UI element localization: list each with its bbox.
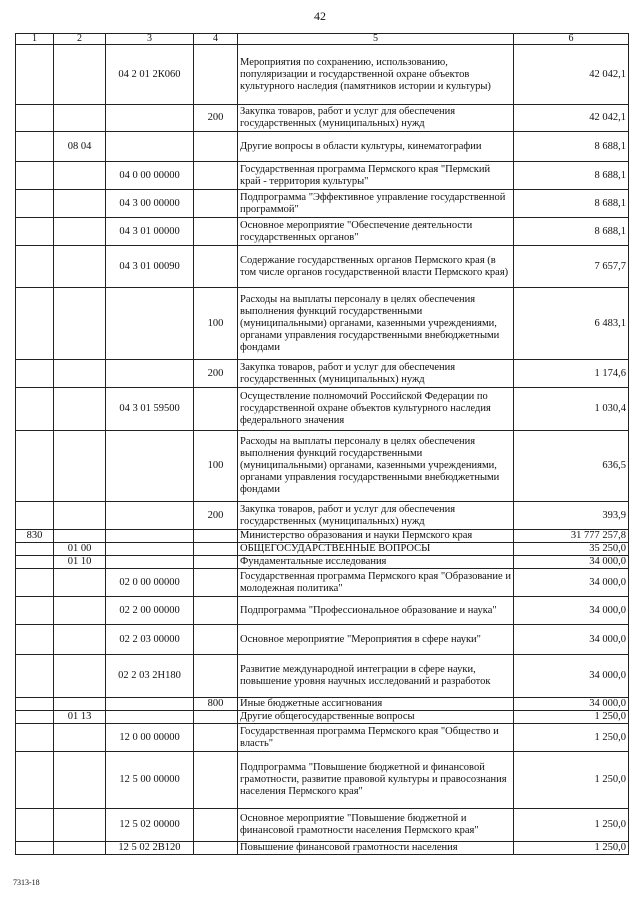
cell-expense-type (194, 190, 238, 218)
cell-expense-type: 100 (194, 431, 238, 502)
cell-ministry-code (16, 288, 54, 360)
cell-description: Иные бюджетные ассигнования (238, 698, 514, 711)
cell-expense-type (194, 569, 238, 597)
table-row (16, 597, 629, 625)
cell-expense-type (194, 45, 238, 105)
table-body (16, 45, 629, 855)
cell-description: Основное мероприятие "Мероприятия в сфере науки" (238, 625, 514, 655)
cell-section-code: 01 13 (54, 711, 106, 724)
cell-ministry-code (16, 625, 54, 655)
cell-amount: 34 000,0 (514, 569, 629, 597)
cell-expense-type: 200 (194, 105, 238, 132)
cell-description: Государственная программа Пермского края "Образование и молодежная политика" (238, 569, 514, 597)
cell-target-article (106, 698, 194, 711)
cell-description: Мероприятия по сохранению, использованию, популяризации и государственной охране объектов культурного наследия (памятников истории и культуры) (238, 45, 514, 105)
cell-amount: 34 000,0 (514, 698, 629, 711)
cell-target-article: 12 5 00 00000 (106, 752, 194, 809)
column-header: 4 (194, 34, 238, 45)
cell-section-code (54, 809, 106, 842)
column-header: 5 (238, 34, 514, 45)
cell-amount: 1 250,0 (514, 711, 629, 724)
cell-target-article (106, 711, 194, 724)
cell-description: Осуществление полномочий Российской Федерации по государственной охране объектов культурного наследия федерального значения (238, 388, 514, 431)
cell-amount: 35 250,0 (514, 543, 629, 556)
cell-target-article: 12 5 02 00000 (106, 809, 194, 842)
cell-target-article: 04 3 01 59500 (106, 388, 194, 431)
cell-expense-type (194, 218, 238, 246)
cell-target-article: 02 2 03 00000 (106, 625, 194, 655)
cell-expense-type (194, 752, 238, 809)
cell-description: Содержание государственных органов Пермского края (в том числе органов государственной власти Пермского края) (238, 246, 514, 288)
cell-amount: 393,9 (514, 502, 629, 530)
cell-expense-type: 100 (194, 288, 238, 360)
cell-amount: 8 688,1 (514, 132, 629, 162)
cell-description: Закупка товаров, работ и услуг для обеспечения государственных (муниципальных) нужд (238, 502, 514, 530)
cell-description: Государственная программа Пермского края "Пермский край - территория культуры" (238, 162, 514, 190)
table-row (16, 105, 629, 132)
cell-target-article: 04 3 01 00000 (106, 218, 194, 246)
cell-target-article (106, 502, 194, 530)
cell-section-code: 01 10 (54, 556, 106, 569)
column-header: 1 (16, 34, 54, 45)
cell-ministry-code (16, 132, 54, 162)
cell-description: Основное мероприятие "Обеспечение деятельности государственных органов" (238, 218, 514, 246)
cell-expense-type (194, 655, 238, 698)
cell-section-code (54, 388, 106, 431)
cell-ministry-code (16, 190, 54, 218)
cell-section-code (54, 246, 106, 288)
cell-ministry-code (16, 543, 54, 556)
table-row (16, 431, 629, 502)
cell-ministry-code (16, 809, 54, 842)
cell-amount: 6 483,1 (514, 288, 629, 360)
cell-ministry-code (16, 246, 54, 288)
cell-amount: 8 688,1 (514, 190, 629, 218)
cell-section-code (54, 162, 106, 190)
cell-amount: 34 000,0 (514, 556, 629, 569)
cell-ministry-code (16, 388, 54, 431)
cell-section-code (54, 105, 106, 132)
cell-description: Подпрограмма "Профессиональное образование и наука" (238, 597, 514, 625)
table-row (16, 45, 629, 105)
cell-ministry-code (16, 431, 54, 502)
table-row (16, 752, 629, 809)
cell-ministry-code (16, 842, 54, 855)
table-row (16, 502, 629, 530)
cell-expense-type (194, 162, 238, 190)
table-header-row (16, 34, 629, 45)
cell-amount: 636,5 (514, 431, 629, 502)
cell-amount: 1 250,0 (514, 842, 629, 855)
cell-expense-type (194, 842, 238, 855)
column-header: 3 (106, 34, 194, 45)
cell-description: Основное мероприятие "Повышение бюджетной и финансовой грамотности населения Пермского края" (238, 809, 514, 842)
cell-section-code (54, 190, 106, 218)
table-row (16, 711, 629, 724)
page-number: 42 (314, 9, 326, 23)
table-row (16, 809, 629, 842)
table-row (16, 655, 629, 698)
cell-ministry-code (16, 711, 54, 724)
cell-target-article (106, 530, 194, 543)
cell-expense-type (194, 724, 238, 752)
cell-section-code (54, 218, 106, 246)
cell-description: Закупка товаров, работ и услуг для обеспечения государственных (муниципальных) нужд (238, 360, 514, 388)
cell-expense-type: 800 (194, 698, 238, 711)
cell-section-code (54, 698, 106, 711)
cell-target-article: 04 2 01 2К060 (106, 45, 194, 105)
cell-ministry-code (16, 360, 54, 388)
cell-ministry-code (16, 724, 54, 752)
cell-ministry-code: 830 (16, 530, 54, 543)
cell-section-code (54, 288, 106, 360)
cell-ministry-code (16, 105, 54, 132)
table-row (16, 388, 629, 431)
table-row (16, 246, 629, 288)
cell-description: Расходы на выплаты персоналу в целях обеспечения выполнения функций государственными (муниципальными) органами, казенными учреждениями, органами управления государственными внебюджетными фондами (238, 288, 514, 360)
cell-section-code (54, 45, 106, 105)
cell-ministry-code (16, 218, 54, 246)
cell-target-article (106, 105, 194, 132)
cell-section-code (54, 431, 106, 502)
cell-description: Государственная программа Пермского края "Общество и власть" (238, 724, 514, 752)
cell-ministry-code (16, 655, 54, 698)
cell-amount: 1 250,0 (514, 724, 629, 752)
cell-description: Фундаментальные исследования (238, 556, 514, 569)
cell-section-code (54, 655, 106, 698)
column-header: 6 (514, 34, 629, 45)
cell-expense-type (194, 530, 238, 543)
table-row (16, 569, 629, 597)
cell-expense-type (194, 543, 238, 556)
cell-section-code (54, 530, 106, 543)
cell-ministry-code (16, 569, 54, 597)
cell-amount: 34 000,0 (514, 597, 629, 625)
cell-expense-type: 200 (194, 502, 238, 530)
cell-amount: 34 000,0 (514, 655, 629, 698)
cell-target-article (106, 288, 194, 360)
cell-target-article: 12 5 02 2В120 (106, 842, 194, 855)
cell-expense-type: 200 (194, 360, 238, 388)
cell-target-article (106, 556, 194, 569)
table-row (16, 530, 629, 543)
cell-expense-type (194, 132, 238, 162)
table-row (16, 360, 629, 388)
cell-amount: 42 042,1 (514, 105, 629, 132)
cell-target-article: 02 2 03 2Н180 (106, 655, 194, 698)
cell-section-code (54, 724, 106, 752)
cell-ministry-code (16, 502, 54, 530)
table-row (16, 190, 629, 218)
cell-section-code (54, 752, 106, 809)
cell-expense-type (194, 597, 238, 625)
cell-amount: 7 657,7 (514, 246, 629, 288)
cell-section-code: 08 04 (54, 132, 106, 162)
cell-amount: 42 042,1 (514, 45, 629, 105)
cell-description: Развитие международной интеграции в сфере науки, повышение уровня научных исследований и разработок (238, 655, 514, 698)
table-row (16, 543, 629, 556)
cell-target-article: 02 0 00 00000 (106, 569, 194, 597)
cell-description: Другие вопросы в области культуры, кинематографии (238, 132, 514, 162)
cell-expense-type (194, 809, 238, 842)
column-header: 2 (54, 34, 106, 45)
cell-target-article (106, 543, 194, 556)
cell-ministry-code (16, 45, 54, 105)
cell-target-article: 04 3 00 00000 (106, 190, 194, 218)
cell-ministry-code (16, 556, 54, 569)
cell-description: Другие общегосударственные вопросы (238, 711, 514, 724)
table-row (16, 698, 629, 711)
cell-target-article: 04 0 00 00000 (106, 162, 194, 190)
cell-expense-type (194, 711, 238, 724)
cell-amount: 1 030,4 (514, 388, 629, 431)
cell-target-article: 12 0 00 00000 (106, 724, 194, 752)
cell-amount: 1 174,6 (514, 360, 629, 388)
cell-description: Подпрограмма "Повышение бюджетной и финансовой грамотности, развитие правовой культуры и правосознания населения Пермского края" (238, 752, 514, 809)
cell-description: Повышение финансовой грамотности населения (238, 842, 514, 855)
cell-ministry-code (16, 162, 54, 190)
cell-section-code (54, 597, 106, 625)
table-row (16, 162, 629, 190)
cell-description: Расходы на выплаты персоналу в целях обеспечения выполнения функций государственными (муниципальными) органами, казенными учреждениями, органами управления государственными внебюджетными фондами (238, 431, 514, 502)
cell-ministry-code (16, 597, 54, 625)
cell-amount: 1 250,0 (514, 752, 629, 809)
cell-target-article (106, 360, 194, 388)
table-row (16, 556, 629, 569)
cell-description: Министерство образования и науки Пермского края (238, 530, 514, 543)
cell-target-article (106, 431, 194, 502)
cell-section-code (54, 842, 106, 855)
cell-amount: 8 688,1 (514, 218, 629, 246)
budget-table (15, 33, 629, 855)
cell-section-code (54, 569, 106, 597)
cell-expense-type (194, 388, 238, 431)
cell-ministry-code (16, 698, 54, 711)
table-row (16, 842, 629, 855)
cell-amount: 34 000,0 (514, 625, 629, 655)
cell-amount: 1 250,0 (514, 809, 629, 842)
cell-expense-type (194, 246, 238, 288)
cell-description: Подпрограмма "Эффективное управление государственной программой" (238, 190, 514, 218)
cell-section-code (54, 502, 106, 530)
table-row (16, 288, 629, 360)
cell-ministry-code (16, 752, 54, 809)
table-row (16, 625, 629, 655)
cell-section-code (54, 625, 106, 655)
cell-target-article (106, 132, 194, 162)
cell-section-code: 01 00 (54, 543, 106, 556)
cell-expense-type (194, 556, 238, 569)
cell-section-code (54, 360, 106, 388)
document-code: 7313-18 (13, 878, 40, 887)
cell-amount: 31 777 257,8 (514, 530, 629, 543)
table-row (16, 218, 629, 246)
cell-description: Закупка товаров, работ и услуг для обеспечения государственных (муниципальных) нужд (238, 105, 514, 132)
table-row (16, 724, 629, 752)
cell-amount: 8 688,1 (514, 162, 629, 190)
cell-description: ОБЩЕГОСУДАРСТВЕННЫЕ ВОПРОСЫ (238, 543, 514, 556)
cell-expense-type (194, 625, 238, 655)
cell-target-article: 04 3 01 00090 (106, 246, 194, 288)
cell-target-article: 02 2 00 00000 (106, 597, 194, 625)
table-row (16, 132, 629, 162)
